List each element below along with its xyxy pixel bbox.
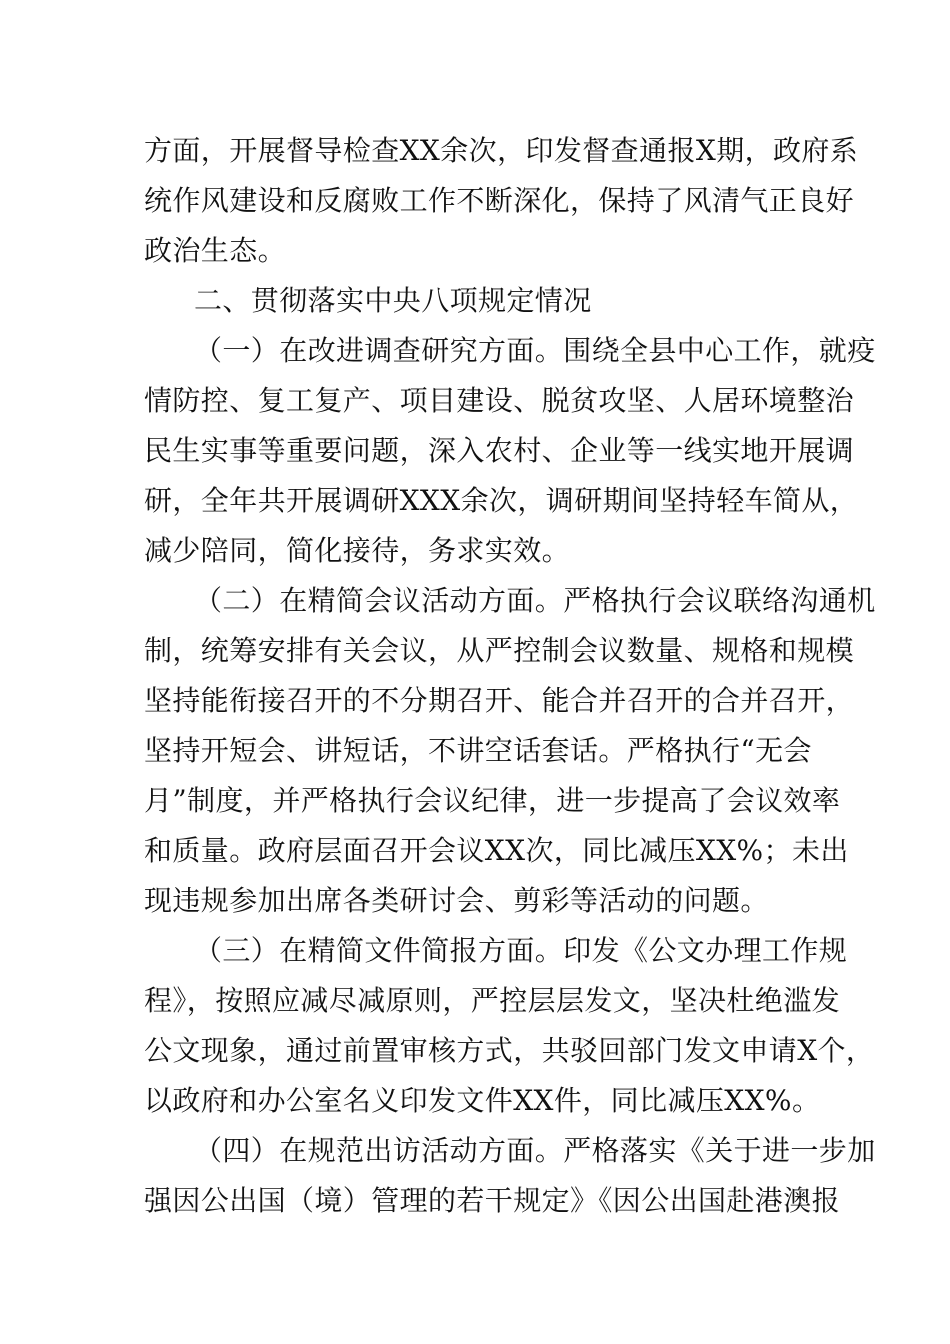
paragraph-2-line-4: 坚持开短会、讲短话，不讲空话套话。严格执行“无会	[144, 734, 812, 767]
paragraph-4-line-2: 强因公出国（境）管理的若干规定》《因公出国赴港澳报	[144, 1184, 841, 1217]
paragraph-1-line-1: （一）在改进调查研究方面。围绕全县中心工作，就疫	[194, 334, 876, 367]
paragraph-1-line-4: 研，全年共开展调研XXX余次，调研期间坚持轻车简从，	[144, 484, 859, 517]
text-line-2: 统作风建设和反腐败工作不断深化，保持了风清气正良好	[144, 184, 855, 217]
paragraph-2-line-2: 制，统筹安排有关会议，从严控制会议数量、规格和规模	[144, 634, 855, 667]
paragraph-4-line-1: （四）在规范出访活动方面。严格落实《关于进一步加	[194, 1134, 876, 1167]
paragraph-2-line-3: 坚持能衔接召开的不分期召开、能合并召开的合并召开，	[144, 684, 855, 717]
text-line-3: 政治生态。	[144, 234, 287, 267]
paragraph-1-line-3: 民生实事等重要问题，深入农村、企业等一线实地开展调	[144, 434, 855, 467]
paragraph-3-line-1: （三）在精简文件简报方面。印发《公文办理工作规	[194, 934, 848, 967]
paragraph-2-line-5: 月”制度，并严格执行会议纪律，进一步提高了会议效率	[144, 784, 841, 817]
paragraph-2-line-7: 现违规参加出席各类研讨会、剪彩等活动的问题。	[144, 884, 769, 917]
paragraph-3-line-4: 以政府和办公室名义印发文件XX件，同比减压XX%。	[144, 1084, 821, 1117]
document-body	[144, 126, 876, 1226]
paragraph-1-line-5: 减少陪同，简化接待，务求实效。	[144, 534, 571, 567]
paragraph-3-line-3: 公文现象，通过前置审核方式，共驳回部门发文申请X个，	[144, 1034, 875, 1067]
paragraph-2-line-6: 和质量。政府层面召开会议XX次，同比减压XX%；未出	[144, 834, 849, 867]
section-heading: 二、贯彻落实中央八项规定情况	[194, 284, 592, 317]
text-line-1: 方面，开展督导检查XX余次，印发督查通报X期，政府系	[144, 134, 859, 167]
paragraph-3-line-2: 程》，按照应减尽减原则，严控层层发文，坚决杜绝滥发	[144, 984, 841, 1017]
paragraph-1-line-2: 情防控、复工复产、项目建设、脱贫攻坚、人居环境整治	[144, 384, 855, 417]
paragraph-2-line-1: （二）在精简会议活动方面。严格执行会议联络沟通机	[194, 584, 876, 617]
